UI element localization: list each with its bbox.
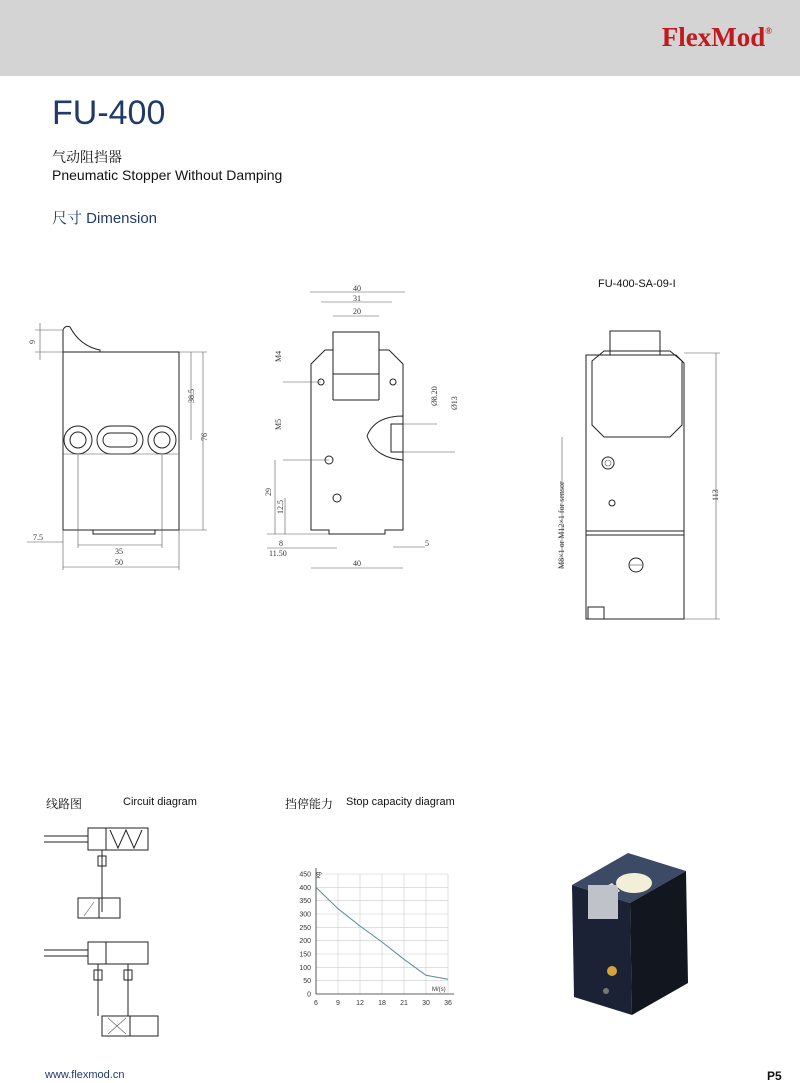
dim-h2-side: 12.5 xyxy=(276,500,285,514)
front-view-drawing xyxy=(25,320,225,580)
brand-logo: FlexMod® xyxy=(661,22,772,52)
circuit-label-en: Circuit diagram xyxy=(123,796,197,808)
dim-off1: 8 xyxy=(279,539,283,548)
page-header xyxy=(0,0,800,76)
footer-url: www.flexmod.cn xyxy=(45,1069,125,1081)
x-tick-label: 12 xyxy=(356,1000,364,1007)
x-tick-label: 21 xyxy=(400,1000,408,1007)
product-photo xyxy=(560,845,710,1025)
y-tick-label: 400 xyxy=(299,884,311,892)
dim-thread-m5: M5 xyxy=(274,418,283,430)
dim-left-offset: 7.5 xyxy=(33,533,43,542)
product-name-en: Pneumatic Stopper Without Damping xyxy=(52,167,283,183)
y-tick-label: 350 xyxy=(299,898,311,906)
dim-dia2: Ø13 xyxy=(450,396,459,410)
dimension-heading: 尺寸 Dimension xyxy=(52,210,158,227)
dim-w-top: 40 xyxy=(353,284,361,293)
dim-h1-side: 29 xyxy=(264,488,273,496)
y-tick-label: 450 xyxy=(299,871,311,879)
circuit-diagram xyxy=(40,820,170,1055)
x-axis-label: M/(s) xyxy=(432,987,446,993)
circuit-label-cn: 线路图 xyxy=(46,797,83,811)
y-tick-label: 0 xyxy=(307,991,311,999)
dim-top-offset: 9 xyxy=(28,340,37,344)
side-view-drawing xyxy=(264,284,465,578)
x-tick-label: 9 xyxy=(336,1000,340,1007)
dim-w-total: 50 xyxy=(115,558,123,567)
y-tick-label: 150 xyxy=(299,951,311,959)
dim-w-mid: 31 xyxy=(353,294,361,303)
stop-capacity-label-en: Stop capacity diagram xyxy=(346,796,455,808)
product-model: FU-400 xyxy=(52,94,166,132)
y-tick-label: 200 xyxy=(299,938,311,946)
stop-capacity-label-cn: 挡停能力 xyxy=(285,797,334,811)
x-tick-label: 36 xyxy=(444,1000,452,1007)
dim-thread-m4: M4 xyxy=(274,350,283,362)
x-tick-label: 30 xyxy=(422,1000,430,1007)
y-tick-label: 100 xyxy=(299,964,311,972)
dim-off2: 11.50 xyxy=(269,549,287,558)
dim-dia1: Ø8.20 xyxy=(430,386,439,406)
dim-h1: 38.5 xyxy=(187,389,196,403)
dim-height: 113 xyxy=(711,489,720,501)
dim-h2: 76 xyxy=(200,433,209,441)
model-variant-label: FU-400-SA-09-I xyxy=(598,278,676,290)
y-tick-label: 250 xyxy=(299,924,311,932)
dim-off3: 5 xyxy=(425,539,429,548)
x-tick-label: 6 xyxy=(314,1000,318,1007)
y-axis-label: kg xyxy=(316,871,322,878)
stop-capacity-chart xyxy=(280,860,460,1010)
dim-w-bottom: 40 xyxy=(353,559,361,568)
right-view-drawing xyxy=(550,325,740,625)
sensor-note: M8×1 or M12×1 for sensor xyxy=(557,481,566,569)
page-number: P5 xyxy=(767,1069,782,1083)
y-tick-label: 300 xyxy=(299,911,311,919)
x-tick-label: 18 xyxy=(378,1000,386,1007)
dim-w-inner-side: 20 xyxy=(353,307,361,316)
product-name-cn: 气动阻挡器 xyxy=(52,149,122,165)
dim-w-inner: 35 xyxy=(115,547,123,556)
y-tick-label: 50 xyxy=(303,978,311,986)
